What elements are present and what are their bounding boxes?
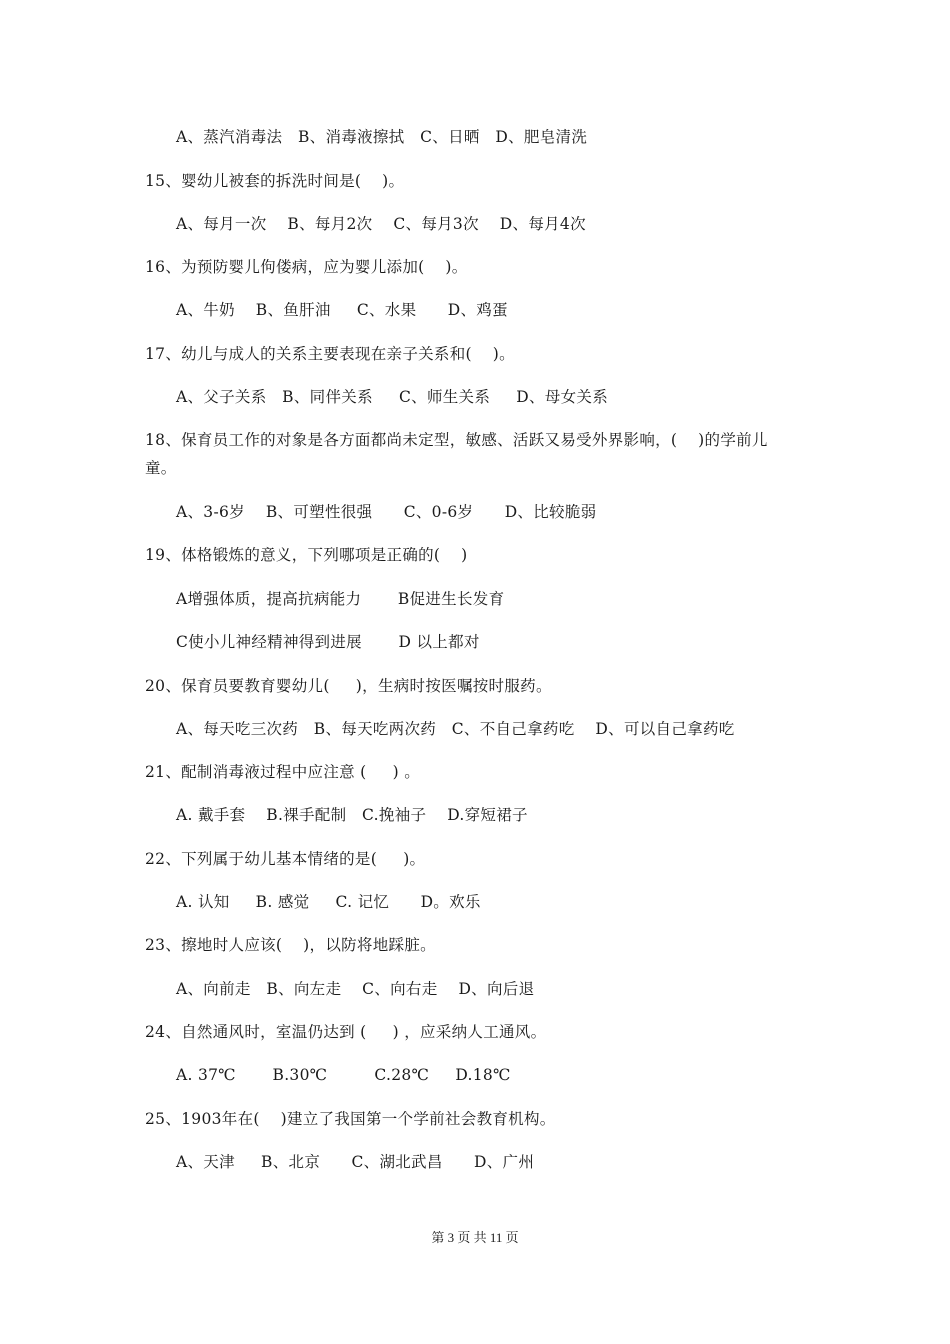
- question-23: 23、擦地时人应该( )，以防将地踩脏。: [145, 936, 436, 954]
- question-17: 17、幼儿与成人的关系主要表现在亲子关系和( )。: [145, 345, 515, 363]
- q21-options: A. 戴手套 B.裸手配制 C.挽袖子 D.穿短裙子: [176, 806, 528, 824]
- question-21: 21、配制消毒液过程中应注意 ( ) 。: [145, 763, 421, 781]
- question-24: 24、自然通风时，室温仍达到 ( ) ，应采纳人工通风。: [145, 1023, 547, 1041]
- q15-options: A、每月一次 B、每月2次 C、每月3次 D、每月4次: [176, 215, 586, 233]
- q25-options: A、天津 B、北京 C、湖北武昌 D、广州: [176, 1153, 535, 1171]
- question-18-cont: 童。: [145, 459, 177, 477]
- question-18: 18、保育员工作的对象是各方面都尚未定型，敏感、活跃又易受外界影响，( )的学前儿: [145, 431, 768, 449]
- question-20: 20、保育员要教育婴幼儿( )，生病时按医嘱按时服药。: [145, 677, 552, 695]
- q18-options: A、3-6岁 B、可塑性很强 C、0-6岁 D、比较脆弱: [176, 503, 597, 521]
- page-footer: 第 3 页 共 11 页: [431, 1230, 519, 1245]
- q23-options: A、向前走 B、向左走 C、向右走 D、向后退: [176, 980, 535, 998]
- q16-options: A、牛奶 B、鱼肝油 C、水果 D、鸡蛋: [176, 301, 508, 319]
- q20-options: A、每天吃三次药 B、每天吃两次药 C、不自己拿药吃 D、可以自己拿药吃: [176, 720, 735, 738]
- q14-options: A、蒸汽消毒法 B、消毒液擦拭 C、日晒 D、肥皂清洗: [176, 128, 588, 146]
- q19-options-1: A增强体质，提高抗病能力 B促进生长发育: [176, 590, 505, 608]
- q22-options: A. 认知 B. 感觉 C. 记忆 D。欢乐: [176, 893, 481, 911]
- question-15: 15、婴幼儿被套的拆洗时间是( )。: [145, 172, 405, 190]
- q24-options: A. 37℃ B.30℃ C.28℃ D.18℃: [176, 1066, 511, 1084]
- question-16: 16、为预防婴儿佝偻病，应为婴儿添加( )。: [145, 258, 468, 276]
- question-19: 19、体格锻炼的意义，下列哪项是正确的( ): [145, 546, 468, 564]
- q19-options-2: C使小儿神经精神得到进展 D 以上都对: [176, 633, 480, 651]
- question-25: 25、1903年在( )建立了我国第一个学前社会教育机构。: [145, 1110, 556, 1128]
- q17-options: A、父子关系 B、同伴关系 C、师生关系 D、母女关系: [176, 388, 609, 406]
- question-22: 22、下列属于幼儿基本情绪的是( )。: [145, 850, 426, 868]
